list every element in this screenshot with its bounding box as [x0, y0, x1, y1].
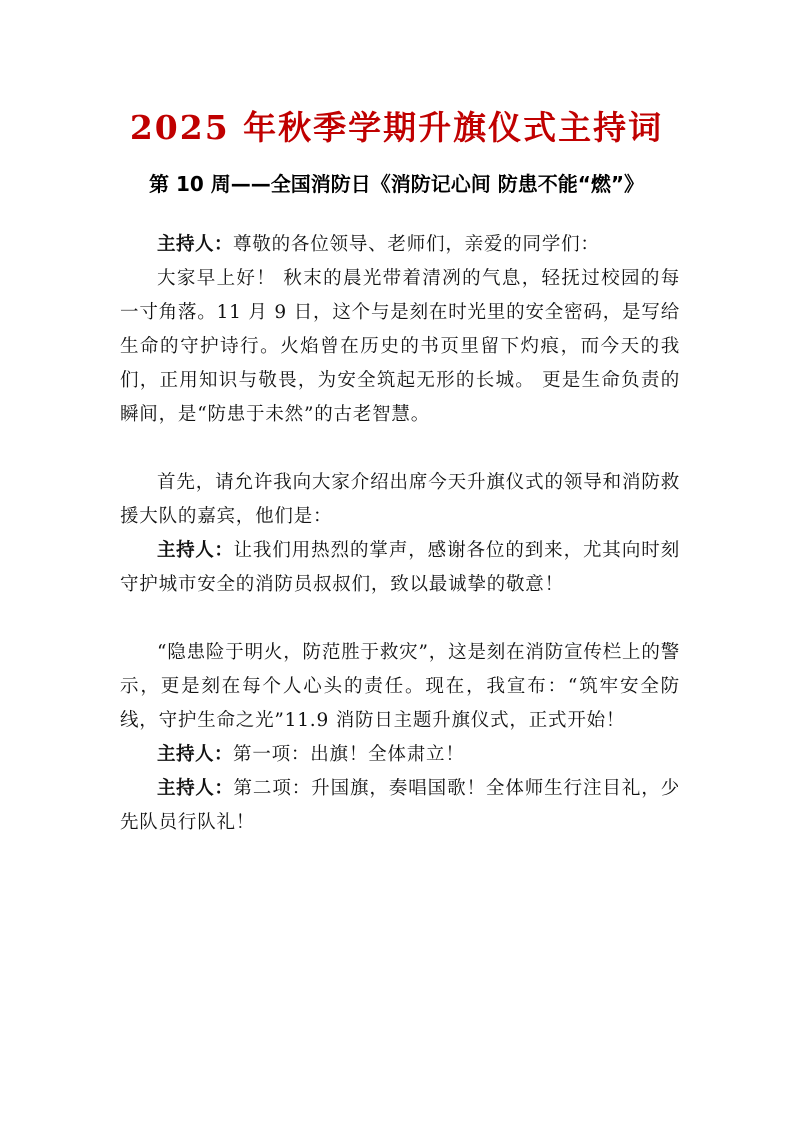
paragraph-item-1: [120, 738, 680, 772]
paragraph-introduction: [120, 466, 680, 534]
paragraph-text: 第一项：出旗！全体肃立！: [233, 744, 465, 765]
paragraph-text: 尊敬的各位领导、老师们，亲爱的同学们：: [233, 234, 600, 255]
speaker-label: 主持人：: [157, 778, 234, 799]
paragraph-thanks: [120, 534, 680, 602]
document-subtitle: 第 10 周——全国消防日《消防记心间 防患不能“燃”》: [148, 172, 644, 196]
document-title: 2025 年秋季学期升旗仪式主持词: [129, 108, 664, 147]
paragraph-text: 第二项：升国旗，奏唱国歌！全体师生行注目礼，少先队员行队礼！: [120, 778, 680, 833]
paragraph-text: 让我们用热烈的掌声，感谢各位的到来，尤其向时刻守护城市安全的消防员叔叔们，致以最诚挚的敬意！: [120, 540, 680, 595]
paragraph-announcement: [120, 636, 680, 738]
speaker-label: 主持人：: [157, 540, 234, 561]
speaker-label: 主持人：: [157, 744, 234, 765]
document-body: [120, 228, 680, 840]
paragraph-text: “隐患险于明火，防范胜于救灾”，这是刻在消防宣传栏上的警示，更是刻在每个人心头的责任。现在，我宣布：“筑牢安全防线，守护生命之光”11.9 消防日主题升旗仪式，正式开始！: [120, 642, 680, 731]
paragraph-greeting: [120, 228, 680, 262]
paragraph-text: 大家早上好！ 秋末的晨光带着清冽的气息，轻抚过校园的每一寸角落。11 月 9 日，这个与是刻在时光里的安全密码，是写给生命的守护诗行。火焰曾在历史的书页里留下灼痕，而今天的我们，正用知识与敬畏，为安全筑起无形的长城。 更是生命负责的瞬间，是“防患于未然”的古老智慧。: [120, 268, 680, 425]
speaker-label: 主持人：: [157, 234, 234, 255]
paragraph-opening: [120, 262, 680, 432]
paragraph-text: 首先，请允许我向大家介绍出席今天升旗仪式的领导和消防救援大队的嘉宾，他们是：: [120, 472, 680, 527]
paragraph-item-2: [120, 772, 680, 840]
